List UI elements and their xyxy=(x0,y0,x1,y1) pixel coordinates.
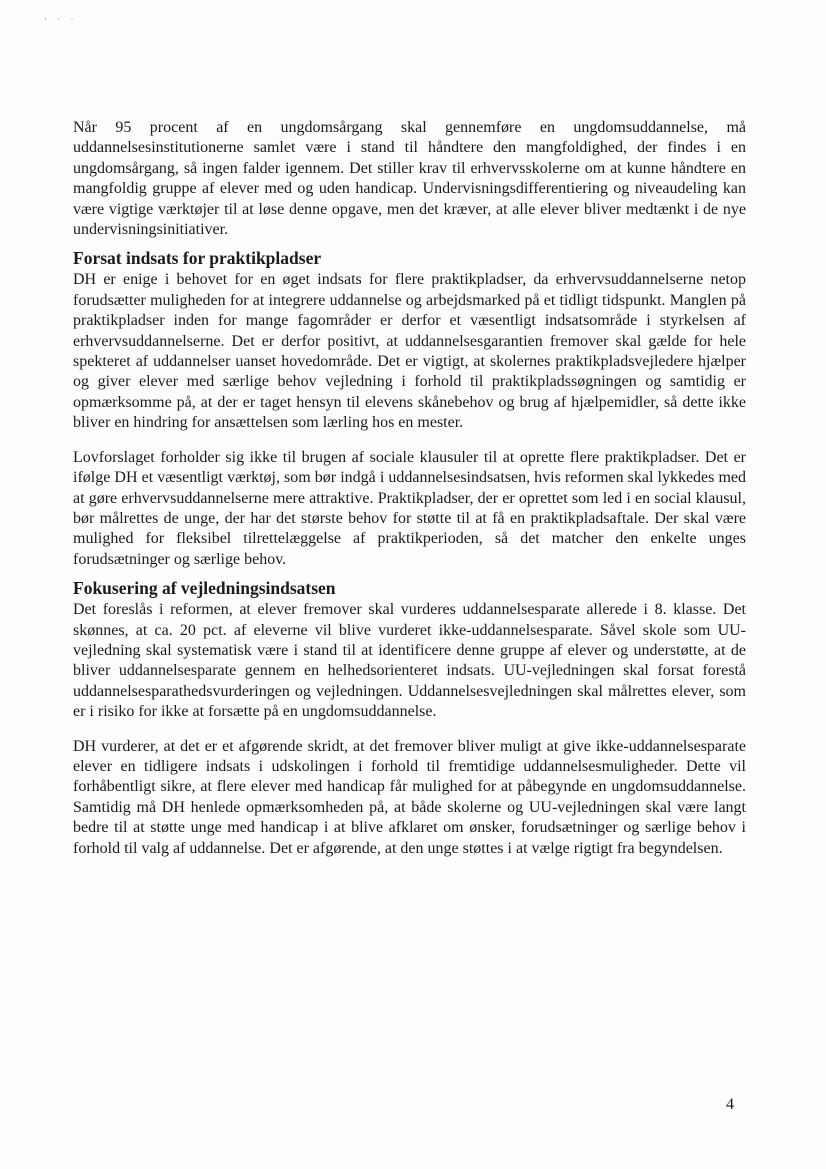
paragraph-praktikpladser-2: Lovforslaget forholder sig ikke til brugen af sociale klausuler til at oprette flere praktikpladser. Det er ifølge DH et væsentligt værktøj, som bør indgå i uddannelsesindsatsen, hvis reformen skal lykkedes med at gøre erhvervsuddannelserne mere attraktive. Praktikpladser, der er oprettet som led i en social klausul, bør målrettes de unge, der har det største behov for støtte til at få en praktikpladsaftale. Der skal være mulighed for fleksibel tilrettelæggelse af praktikperioden, så det matcher den enkelte unges forudsætninger og særlige behov. xyxy=(73,448,746,568)
section-heading-praktikpladser: Forsat indsats for praktikpladser xyxy=(73,248,322,269)
page-number: 4 xyxy=(726,1096,734,1113)
section-heading-vejledning: Fokusering af vejledningsindsatsen xyxy=(73,578,336,599)
paragraph-vejledning-2: DH vurderer, at det er et afgørende skridt, at det fremover bliver muligt at give ikke-uddannelsesparate elever en tidligere indsats i udskolingen i forhold til fremtidige uddannelsesmuligheder. Dette vil forhåbentligt sikre, at flere elever med handicap får mulighed for at påbegynde en ungdomsuddannelse. Samtidig må DH henlede opmærksomheden på, at både skolerne og UU-vejledningen skal være langt bedre til at støtte unge med handicap i at blive afklaret om ønsker, forudsætninger og særlige behov i forhold til valg af uddannelse. Det er afgørende, at den unge støttes i at vælge rigtigt fra begyndelsen. xyxy=(73,737,746,857)
document-body xyxy=(73,118,746,859)
paragraph-vejledning-1: Det foreslås i reformen, at elever fremover skal vurderes uddannelsesparate allerede i 8. klasse. Det skønnes, at ca. 20 pct. af eleverne vil blive vurderet ikke-uddannelsesparate. Såvel skole som UU-vejledning skal systematisk være i stand til at identificere denne gruppe af elever og understøtte, at de bliver uddannelsesparate gennem en helhedsorienteret indsats. UU-vejledningen skal forsat forestå uddannelsesparathedsvurderingen og vejledningen. Uddannelsesvejledningen skal målrettes elever, som er i risiko for ikke at forsætte på en ungdomsuddannelse. xyxy=(73,601,746,721)
paragraph-intro: Når 95 procent af en ungdomsårgang skal gennemføre en ungdomsuddannelse, må uddannelsesinstitutionerne samlet være i stand til håndtere den mangfoldighed, der findes i en ungdomsårgang, så ingen falder igennem. Det stiller krav til erhvervsskolerne om at kunne håndtere en mangfoldig gruppe af elever med og uden handicap. Undervisningsdifferentiering og niveaudeling kan være vigtige værktøjer til at løse denne opgave, men det kræver, at alle elever bliver medtænkt i de nye undervisningsinitiativer. xyxy=(73,119,746,239)
paragraph-praktikpladser-1: DH er enige i behovet for en øget indsats for flere praktikpladser, da erhvervsuddannelserne netop forudsætter muligheden for at integrere uddannelse og arbejdsmarked på et tidligt tidspunkt. Manglen på praktikpladser inden for mange fagområder er derfor et væsentligt indsatsområde i styrkelsen af erhvervsuddannelserne. Det er derfor positivt, at uddannelsesgarantien fremover skal gælde for hele spekteret af uddannelser uanset hovedområde. Det er vigtigt, at skolernes praktikpladsvejledere hjælper og giver elever med særlige behov vejledning i forhold til praktikpladssøgningen og samtidig er opmærksomme på, at der er taget hensyn til elevens skånebehov og brug af hjælpemidler, så dette ikke bliver en hindring for ansættelsen som lærling hos en mester. xyxy=(73,271,746,432)
scan-marks: · · · xyxy=(44,14,78,24)
